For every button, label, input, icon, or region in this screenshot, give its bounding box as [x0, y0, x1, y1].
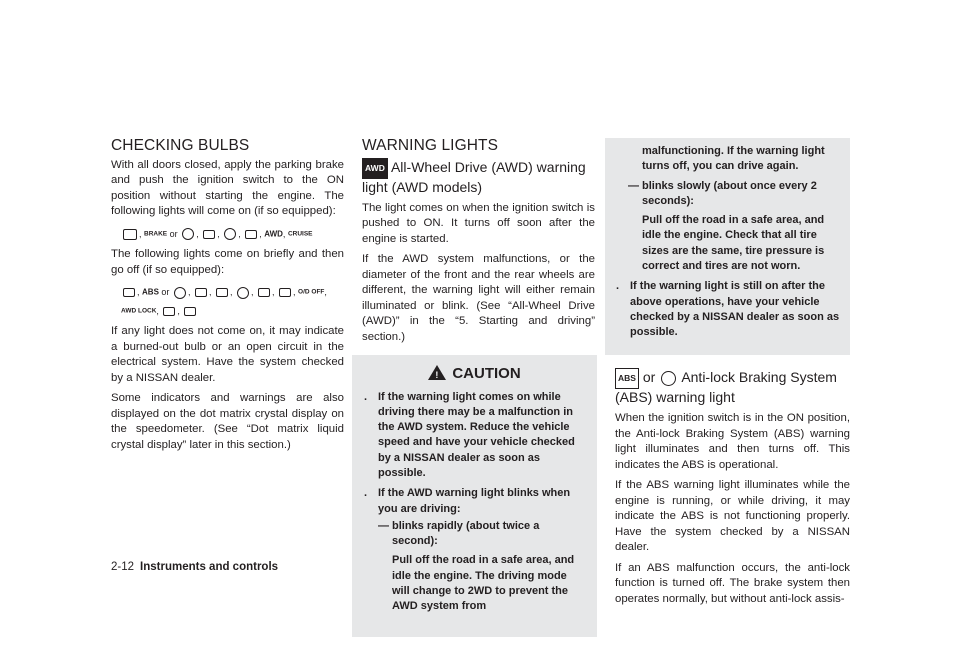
abs-heading — [615, 368, 850, 406]
abs-section — [615, 368, 850, 612]
brake-circle-warning-icon — [661, 371, 676, 386]
blink-slow-action: Pull off the road in a safe area, and idle the engine. Check that all tire sizes are the same, tire pressure is correct and tires are not worn. — [642, 214, 825, 273]
checking-bulbs-intro: With all doors closed, apply the parking brake and push the ignition switch to the ON position without starting the engine. The following lights will come on (if so equipped): — [111, 158, 344, 217]
abs-paragraph-3: If an ABS malfunction occurs, the anti-lock function is turned off. The brake system then operates normally, but without anti-lock assis- — [615, 561, 850, 605]
abs-label: ABS — [142, 287, 159, 297]
awd-warning-icon: AWD — [362, 158, 388, 179]
caution-title — [362, 365, 587, 382]
section-title: Instruments and controls — [140, 561, 279, 573]
blink-rapid-action: Pull off the road in a safe area, and idle the engine. The driving mode will change to 2WD to prevent the AWD system from — [392, 554, 575, 613]
awd-warning-heading — [362, 158, 595, 196]
or-text-2: or — [161, 287, 170, 298]
awd-label: AWD — [264, 229, 283, 239]
caution-item-3: . If the warning light is still on after the above operations, have your vehicle checked by a NISSAN dealer as soon as possible. — [614, 279, 840, 340]
slip-icon — [163, 307, 175, 316]
caution-label: CAUTION — [452, 365, 521, 382]
abs-circle-icon — [174, 287, 186, 299]
airbag-icon — [245, 230, 257, 239]
engine-check-icon — [224, 228, 236, 240]
awd-warning-title: All-Wheel Drive (AWD) warning light (AWD models) — [362, 158, 586, 195]
seatbelt-icon — [123, 288, 135, 297]
warning-icons-row-2: , ABS or , , , , , , O/D OFF, AWD LOCK, , — [121, 287, 327, 316]
caution-text-3: If the warning light is still on after the above operations, have your vehicle checked by a NISSAN dealer as soon as possible. — [630, 280, 840, 339]
headlight-icon — [279, 288, 291, 297]
caution-continued-text — [614, 144, 840, 346]
od-off-icon: O/D OFF — [298, 288, 325, 296]
checking-bulbs-note: If any light does not come on, it may indicate a burned-out bulb or an open circuit in the electrical system. Have the system checked by a NISSAN dealer. — [111, 325, 344, 384]
blink-rapid-item: — blinks rapidly (about twice a second): — [378, 519, 587, 550]
abs-heading-title: Anti-lock Braking System (ABS) warning light — [615, 369, 837, 405]
caution-cont-text: malfunctioning. If the warning light turns off, you can drive again. — [642, 145, 825, 173]
checking-bulbs-column — [111, 138, 344, 458]
front-passenger-airbag-icon — [184, 307, 196, 316]
warning-triangle-icon: ! — [428, 365, 446, 380]
brake-circle-icon — [182, 228, 194, 240]
key-icon — [258, 288, 270, 297]
caution-item-1: . If the warning light comes on while driving there may be a malfunction in the AWD system. Reduce the vehicle speed and have your vehicle checked by a NISSAN dealer as soon as possible. — [362, 390, 587, 482]
warning-icons-row-1: , BRAKE or , , , , AWD, CRUISE — [121, 225, 344, 244]
dot-matrix-note: Some indicators and warnings are also displayed on the dot matrix crystal display on the speedometer. (See “Dot matrix liquid crystal display” later in this section.) — [111, 392, 344, 451]
warning-lights-heading: WARNING LIGHTS — [362, 137, 499, 154]
caution-text-1: If the warning light comes on while driving there may be a malfunction in the AWD system. Reduce the vehicle speed and have your vehicle checked by a NISSAN dealer as soon as possible. — [378, 390, 575, 479]
checking-bulbs-brief: The following lights come on briefly and then go off (if so equipped): — [111, 248, 344, 276]
or-text: or — [169, 228, 178, 239]
tire-pressure-icon — [237, 287, 249, 299]
abs-paragraph-2: If the ABS warning light illuminates while the engine is running, or while driving, it may indicate the ABS is not functioning properly. Have the system checked by a NISSAN dealer. — [615, 479, 850, 553]
caution-item-2: . If the AWD warning light blinks when you are driving: — blinks rapidly (about twice a second): Pull off the road in a safe area, and idle the engine. The driving mode will change to 2WD to prevent the AWD system from — [362, 486, 587, 619]
awd-paragraph-1: The light comes on when the ignition switch is pushed to ON. It turns off soon after the engine is started. — [362, 201, 595, 245]
blink-rapid-text: blinks rapidly (about twice a second): — [392, 519, 540, 548]
cruise-label: CRUISE — [287, 230, 313, 238]
blink-slow-item: — blinks slowly (about once every 2 seconds): — [628, 179, 840, 210]
caution-text-2: If the AWD warning light blinks when you are driving: — [378, 487, 571, 515]
page-footer — [111, 561, 278, 573]
awd-paragraph-2: If the AWD system malfunctions, or the diameter of the front and the rear wheels are different, the warning light will either remain illuminated or blink. (See “All-Wheel Drive (AWD)” in the “5. Starting and driving” section.) — [362, 253, 595, 343]
abs-warning-icon: ABS — [615, 368, 639, 389]
abs-paragraph-1: When the ignition switch is in the ON position, the Anti-lock Braking System (ABS) warning light illuminates and then turns off. This indicates the ABS is operational. — [615, 412, 850, 471]
checking-bulbs-heading: CHECKING BULBS — [111, 137, 250, 154]
warning-lights-column — [362, 138, 595, 637]
abs-or-text: or — [642, 369, 656, 386]
brake-label: BRAKE — [144, 230, 168, 238]
vdc-icon — [195, 288, 207, 297]
vdc-off-icon — [216, 288, 228, 297]
awd-lock-icon: AWD LOCK — [121, 307, 157, 315]
caution-box — [352, 355, 597, 637]
page-number: 2-12 — [111, 561, 135, 573]
battery-icon — [123, 229, 137, 240]
blink-slow-text: blinks slowly (about once every 2 seconds): — [642, 179, 817, 207]
oil-pressure-icon — [203, 230, 215, 239]
